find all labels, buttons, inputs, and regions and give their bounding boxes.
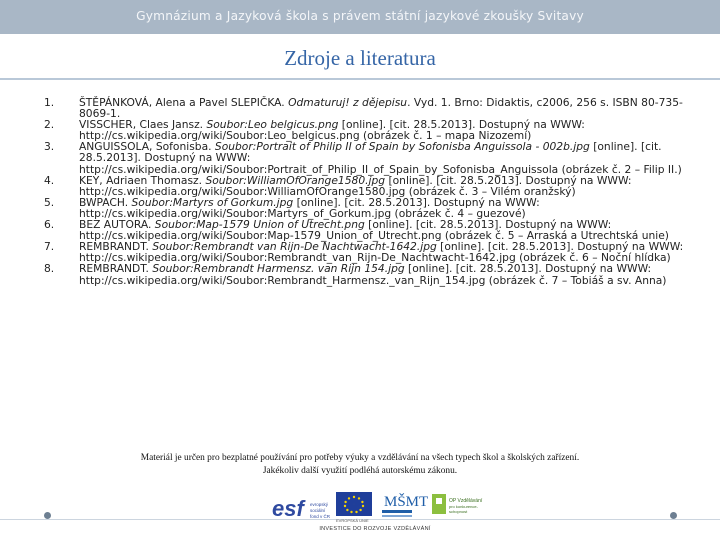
msmt-logo-icon [378, 488, 429, 524]
reference-author: ŠTĚPÁNKOVÁ, Alena a Pavel SLEPIČKA. [79, 96, 289, 109]
reference-title: Soubor:Map-1579 Union of Utrecht.png [154, 218, 365, 232]
reference-author: BWPACH. [79, 195, 132, 209]
reference-title: Soubor:Portrait of Philip II of Spain by Sofonisba Anguissola - 002b.jpg [214, 140, 590, 154]
msmt-logo-text: MŠMT [384, 494, 429, 510]
svg-text:fond v ČR: fond v ČR [310, 514, 331, 519]
op-vk-logo-icon [430, 492, 483, 524]
bullet-dot-left-icon [44, 512, 51, 519]
reference-details: [online]. [cit. 28.5.2013]. Dostupný na WWW: http://cs.wikipedia.org/wiki/Soubor:WilliamOfOrange1580.jpg (obrázek č. 3 – Vilém oranžský) [79, 173, 632, 198]
reference-item [44, 97, 684, 119]
reference-item [44, 263, 684, 285]
reference-list [44, 97, 684, 286]
license-line-1: Materiál je určen pro bezplatné používání pro potřeby výuky a vzdělávání na všech typech škol a školských zařízení. [140, 453, 580, 463]
reference-details: . Vyd. 1. Brno: Didaktis, c2006, 256 s. ISBN 80-735-8069-1. [79, 96, 683, 121]
reference-title: Odmaturuj! z dějepisu [288, 96, 408, 109]
reference-author: VISSCHER, Claes Jansz. [79, 118, 207, 132]
reference-number: 2. [44, 118, 55, 132]
svg-text:sociální: sociální [310, 508, 326, 513]
svg-text:OP Vzdělávání: OP Vzdělávání [449, 498, 483, 504]
reference-title: Soubor:Martyrs of Gorkum.jpg [131, 195, 294, 209]
reference-number: 8. [44, 262, 55, 276]
reference-title: Soubor:Rembrandt Harmensz. van Rijn 154.jpg [152, 262, 405, 276]
reference-author: BEZ AUTORA. [79, 218, 155, 232]
reference-number: 7. [44, 240, 55, 254]
reference-item [44, 175, 684, 197]
esf-logo-icon [270, 492, 332, 526]
svg-text:evropský: evropský [310, 502, 329, 507]
reference-details: [online]. [cit. 28.5.2013]. Dostupný na WWW: http://cs.wikipedia.org/wiki/Soubor:Martyrs_of_Gorkum.jpg (obrázek č. 4 – guezové) [79, 195, 540, 220]
reference-item [44, 119, 684, 141]
reference-item [44, 197, 684, 219]
reference-details: [online]. [cit. 28.5.2013]. Dostupný na WWW: http://cs.wikipedia.org/wiki/Soubor:Portrait_of_Philip_II_of_Spain_by_Sofonisba_Anguissola (obrázek č. 2 – Filip II.) [79, 140, 682, 176]
funding-logos [270, 488, 483, 534]
reference-author: KEY, Adriaen Thomasz. [79, 173, 206, 187]
reference-item [44, 141, 684, 174]
reference-details: [online]. [cit. 28.5.2013]. Dostupný na WWW: http://cs.wikipedia.org/wiki/Soubor:Map-1579_Union_of_Utrecht.png (obrázek č. 5 – Arraská a Utrechtská unie) [79, 218, 669, 243]
esf-logo-text: esf [272, 496, 304, 521]
reference-title: Soubor:Leo belgicus.png [206, 118, 339, 132]
reference-details: [online]. [cit. 28.5.2013]. Dostupný na WWW: http://cs.wikipedia.org/wiki/Soubor:Rembrandt_Harmensz._van_Rijn_154.jpg (obrázek č. 7 – Tobiáš a sv. Anna) [79, 262, 667, 287]
reference-author: REMBRANDT. [79, 240, 153, 254]
slide-title: Zdroje a literatura [284, 46, 436, 70]
reference-number: 1. [44, 96, 55, 109]
reference-author: ANGUISSOLA, Sofonisba. [79, 140, 215, 154]
bullet-dot-right-icon [670, 512, 677, 519]
logos-caption: INVESTICE DO ROZVOJE VZDĚLÁVÁNÍ [319, 526, 431, 532]
school-name: Gymnázium a Jazyková škola s právem státní jazykové zkoušky Svitavy [136, 9, 584, 23]
reference-number: 4. [44, 173, 55, 187]
reference-number: 5. [44, 195, 55, 209]
license-line-2: Jakékoliv další využití podléhá autorskému zákonu. [262, 466, 458, 476]
svg-text:pro konkurence-: pro konkurence- [449, 504, 478, 509]
license-notice [95, 452, 625, 478]
svg-text:schopnost: schopnost [449, 509, 468, 514]
reference-number: 6. [44, 218, 55, 232]
reference-item [44, 241, 684, 263]
reference-author: REMBRANDT. [79, 262, 153, 276]
title-divider [0, 78, 720, 80]
reference-number: 3. [44, 140, 55, 154]
reference-item [44, 219, 684, 241]
reference-title: Soubor:WilliamOfOrange1580.jpg [205, 173, 386, 187]
eu-flag-icon [336, 492, 372, 523]
reference-details: [online]. [cit. 28.5.2013]. Dostupný na WWW: http://cs.wikipedia.org/wiki/Soubor:Leo_belgicus.png (obrázek č. 1 – mapa Nizozemí) [79, 118, 585, 143]
svg-text:EVROPSKÁ UNIE: EVROPSKÁ UNIE [336, 518, 369, 523]
reference-title: Soubor:Rembrandt van Rijn-De Nachtwacht-1642.jpg [152, 240, 437, 254]
reference-details: [online]. [cit. 28.5.2013]. Dostupný na WWW: http://cs.wikipedia.org/wiki/Soubor:Rembrandt_van_Rijn-De_Nachtwacht-1642.jpg (obrázek č. 6 – Noční hlídka) [79, 240, 684, 265]
